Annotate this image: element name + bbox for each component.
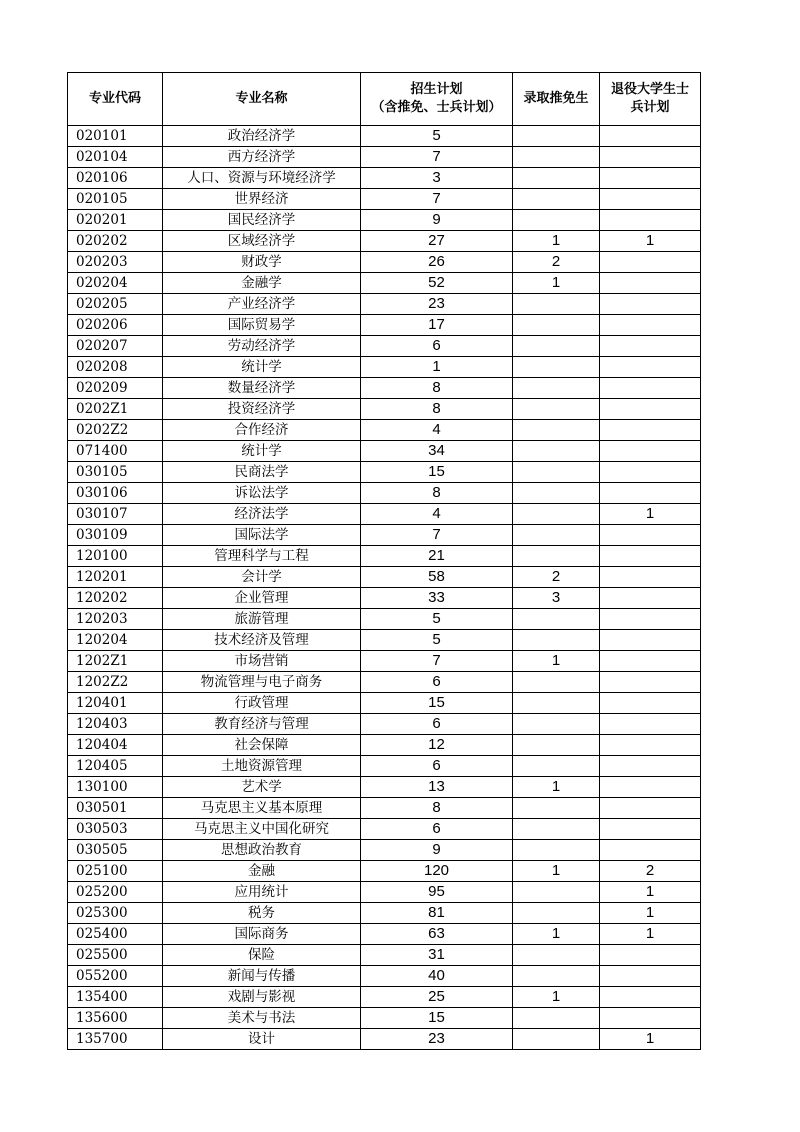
cell-enrollment-plan: 15 xyxy=(361,1008,513,1029)
cell-major-code: 025200 xyxy=(68,882,163,903)
cell-major-code: 030505 xyxy=(68,840,163,861)
cell-major-code: 030109 xyxy=(68,525,163,546)
cell-recommended-admission xyxy=(513,147,600,168)
cell-veteran-plan xyxy=(600,777,701,798)
table-row xyxy=(68,819,701,840)
cell-major-name: 金融学 xyxy=(163,273,361,294)
cell-major-code: 1202Z2 xyxy=(68,672,163,693)
cell-major-name: 世界经济 xyxy=(163,189,361,210)
cell-major-name: 会计学 xyxy=(163,567,361,588)
table-row xyxy=(68,315,701,336)
cell-veteran-plan: 2 xyxy=(600,861,701,882)
cell-major-code: 020208 xyxy=(68,357,163,378)
cell-enrollment-plan: 58 xyxy=(361,567,513,588)
cell-major-code: 120201 xyxy=(68,567,163,588)
cell-major-name: 金融 xyxy=(163,861,361,882)
cell-recommended-admission xyxy=(513,1008,600,1029)
cell-recommended-admission: 1 xyxy=(513,651,600,672)
cell-major-name: 统计学 xyxy=(163,441,361,462)
cell-veteran-plan xyxy=(600,798,701,819)
cell-major-code: 120203 xyxy=(68,609,163,630)
cell-major-code: 030501 xyxy=(68,798,163,819)
cell-veteran-plan xyxy=(600,567,701,588)
cell-major-code: 020206 xyxy=(68,315,163,336)
cell-veteran-plan xyxy=(600,189,701,210)
cell-recommended-admission: 1 xyxy=(513,987,600,1008)
cell-veteran-plan xyxy=(600,273,701,294)
cell-major-code: 030106 xyxy=(68,483,163,504)
cell-veteran-plan xyxy=(600,441,701,462)
cell-veteran-plan xyxy=(600,525,701,546)
cell-veteran-plan xyxy=(600,840,701,861)
cell-major-name: 新闻与传播 xyxy=(163,966,361,987)
cell-enrollment-plan: 15 xyxy=(361,693,513,714)
table-row xyxy=(68,462,701,483)
cell-veteran-plan xyxy=(600,651,701,672)
header-enrollment-plan xyxy=(361,73,513,126)
cell-recommended-admission: 3 xyxy=(513,588,600,609)
cell-recommended-admission xyxy=(513,798,600,819)
cell-enrollment-plan: 9 xyxy=(361,210,513,231)
cell-major-code: 030503 xyxy=(68,819,163,840)
cell-major-name: 国际法学 xyxy=(163,525,361,546)
header-enrollment-plan-line2: （含推免、士兵计划） xyxy=(371,100,502,115)
cell-veteran-plan xyxy=(600,1008,701,1029)
cell-recommended-admission xyxy=(513,714,600,735)
cell-major-name: 政治经济学 xyxy=(163,126,361,147)
table-row xyxy=(68,147,701,168)
cell-major-code: 020209 xyxy=(68,378,163,399)
cell-major-name: 管理科学与工程 xyxy=(163,546,361,567)
cell-major-code: 135400 xyxy=(68,987,163,1008)
cell-major-code: 020105 xyxy=(68,189,163,210)
cell-enrollment-plan: 8 xyxy=(361,378,513,399)
cell-enrollment-plan: 7 xyxy=(361,147,513,168)
cell-recommended-admission xyxy=(513,504,600,525)
cell-recommended-admission xyxy=(513,735,600,756)
cell-veteran-plan xyxy=(600,126,701,147)
cell-enrollment-plan: 23 xyxy=(361,294,513,315)
cell-enrollment-plan: 25 xyxy=(361,987,513,1008)
cell-major-code: 020101 xyxy=(68,126,163,147)
cell-veteran-plan xyxy=(600,672,701,693)
cell-major-code: 120401 xyxy=(68,693,163,714)
cell-veteran-plan xyxy=(600,420,701,441)
table-row xyxy=(68,441,701,462)
cell-veteran-plan: 1 xyxy=(600,903,701,924)
cell-veteran-plan xyxy=(600,315,701,336)
cell-enrollment-plan: 7 xyxy=(361,189,513,210)
cell-major-name: 合作经济 xyxy=(163,420,361,441)
cell-enrollment-plan: 21 xyxy=(361,546,513,567)
cell-enrollment-plan: 1 xyxy=(361,357,513,378)
cell-veteran-plan xyxy=(600,252,701,273)
cell-enrollment-plan: 40 xyxy=(361,966,513,987)
cell-major-name: 企业管理 xyxy=(163,588,361,609)
table-row xyxy=(68,294,701,315)
cell-major-name: 财政学 xyxy=(163,252,361,273)
cell-major-code: 025100 xyxy=(68,861,163,882)
cell-major-code: 130100 xyxy=(68,777,163,798)
cell-major-name: 西方经济学 xyxy=(163,147,361,168)
table-row xyxy=(68,399,701,420)
cell-recommended-admission: 1 xyxy=(513,924,600,945)
cell-enrollment-plan: 34 xyxy=(361,441,513,462)
cell-major-code: 020106 xyxy=(68,168,163,189)
cell-major-code: 020205 xyxy=(68,294,163,315)
cell-enrollment-plan: 4 xyxy=(361,504,513,525)
table-row xyxy=(68,273,701,294)
cell-veteran-plan: 1 xyxy=(600,231,701,252)
cell-veteran-plan xyxy=(600,819,701,840)
cell-major-name: 国际贸易学 xyxy=(163,315,361,336)
cell-veteran-plan xyxy=(600,168,701,189)
cell-enrollment-plan: 5 xyxy=(361,609,513,630)
cell-recommended-admission xyxy=(513,462,600,483)
cell-recommended-admission xyxy=(513,1029,600,1050)
header-veteran-plan-line1: 退役大学生士 xyxy=(610,82,689,97)
table-row xyxy=(68,882,701,903)
header-veteran-plan-line2: 兵计划 xyxy=(630,100,670,115)
table-row xyxy=(68,798,701,819)
cell-enrollment-plan: 7 xyxy=(361,525,513,546)
cell-veteran-plan xyxy=(600,483,701,504)
header-enrollment-plan-line1: 招生计划 xyxy=(410,82,463,97)
cell-enrollment-plan: 23 xyxy=(361,1029,513,1050)
table-row xyxy=(68,609,701,630)
cell-major-code: 135600 xyxy=(68,1008,163,1029)
table-row xyxy=(68,924,701,945)
cell-enrollment-plan: 81 xyxy=(361,903,513,924)
cell-major-name: 国际商务 xyxy=(163,924,361,945)
cell-major-code: 135700 xyxy=(68,1029,163,1050)
cell-major-name: 艺术学 xyxy=(163,777,361,798)
table-row xyxy=(68,651,701,672)
cell-major-name: 技术经济及管理 xyxy=(163,630,361,651)
cell-veteran-plan xyxy=(600,399,701,420)
cell-enrollment-plan: 5 xyxy=(361,630,513,651)
cell-major-code: 1202Z1 xyxy=(68,651,163,672)
cell-recommended-admission xyxy=(513,546,600,567)
table-row xyxy=(68,420,701,441)
cell-recommended-admission xyxy=(513,819,600,840)
cell-recommended-admission xyxy=(513,672,600,693)
cell-major-name: 投资经济学 xyxy=(163,399,361,420)
table-row xyxy=(68,630,701,651)
table-row xyxy=(68,1029,701,1050)
table-row xyxy=(68,525,701,546)
cell-recommended-admission xyxy=(513,756,600,777)
cell-recommended-admission xyxy=(513,630,600,651)
table-row xyxy=(68,189,701,210)
cell-major-name: 税务 xyxy=(163,903,361,924)
header-row xyxy=(68,73,701,126)
table-row xyxy=(68,210,701,231)
table-row xyxy=(68,840,701,861)
cell-veteran-plan: 1 xyxy=(600,1029,701,1050)
cell-enrollment-plan: 3 xyxy=(361,168,513,189)
cell-veteran-plan xyxy=(600,546,701,567)
table-row xyxy=(68,546,701,567)
cell-recommended-admission xyxy=(513,315,600,336)
table-row xyxy=(68,693,701,714)
cell-major-code: 120403 xyxy=(68,714,163,735)
cell-major-name: 经济法学 xyxy=(163,504,361,525)
cell-major-name: 应用统计 xyxy=(163,882,361,903)
table-row xyxy=(68,483,701,504)
cell-enrollment-plan: 5 xyxy=(361,126,513,147)
cell-recommended-admission xyxy=(513,945,600,966)
cell-recommended-admission: 2 xyxy=(513,252,600,273)
cell-major-name: 教育经济与管理 xyxy=(163,714,361,735)
cell-major-name: 数量经济学 xyxy=(163,378,361,399)
cell-major-code: 055200 xyxy=(68,966,163,987)
cell-enrollment-plan: 9 xyxy=(361,840,513,861)
cell-enrollment-plan: 8 xyxy=(361,483,513,504)
cell-enrollment-plan: 27 xyxy=(361,231,513,252)
cell-veteran-plan xyxy=(600,357,701,378)
table-row xyxy=(68,945,701,966)
table-row xyxy=(68,714,701,735)
cell-veteran-plan xyxy=(600,987,701,1008)
cell-enrollment-plan: 6 xyxy=(361,672,513,693)
cell-major-code: 120405 xyxy=(68,756,163,777)
cell-enrollment-plan: 7 xyxy=(361,651,513,672)
cell-major-code: 0202Z1 xyxy=(68,399,163,420)
cell-enrollment-plan: 6 xyxy=(361,714,513,735)
cell-recommended-admission xyxy=(513,483,600,504)
cell-major-name: 土地资源管理 xyxy=(163,756,361,777)
cell-major-code: 020104 xyxy=(68,147,163,168)
cell-major-name: 区域经济学 xyxy=(163,231,361,252)
cell-recommended-admission xyxy=(513,441,600,462)
cell-major-name: 思想政治教育 xyxy=(163,840,361,861)
table-row xyxy=(68,861,701,882)
cell-major-code: 025500 xyxy=(68,945,163,966)
table-row xyxy=(68,588,701,609)
cell-major-name: 戏剧与影视 xyxy=(163,987,361,1008)
cell-enrollment-plan: 33 xyxy=(361,588,513,609)
cell-major-code: 020201 xyxy=(68,210,163,231)
cell-recommended-admission xyxy=(513,966,600,987)
table-row xyxy=(68,672,701,693)
cell-recommended-admission xyxy=(513,420,600,441)
cell-major-code: 020204 xyxy=(68,273,163,294)
cell-enrollment-plan: 8 xyxy=(361,399,513,420)
cell-major-name: 马克思主义中国化研究 xyxy=(163,819,361,840)
cell-recommended-admission xyxy=(513,294,600,315)
cell-major-name: 市场营销 xyxy=(163,651,361,672)
cell-veteran-plan xyxy=(600,714,701,735)
cell-major-name: 民商法学 xyxy=(163,462,361,483)
table-row xyxy=(68,504,701,525)
cell-recommended-admission: 1 xyxy=(513,777,600,798)
cell-enrollment-plan: 12 xyxy=(361,735,513,756)
cell-veteran-plan xyxy=(600,462,701,483)
header-recommended-admission: 录取推免生 xyxy=(513,73,600,126)
cell-recommended-admission: 1 xyxy=(513,273,600,294)
cell-recommended-admission xyxy=(513,126,600,147)
cell-veteran-plan xyxy=(600,693,701,714)
cell-veteran-plan xyxy=(600,336,701,357)
cell-recommended-admission xyxy=(513,609,600,630)
table-row xyxy=(68,777,701,798)
cell-major-code: 020207 xyxy=(68,336,163,357)
table-row xyxy=(68,1008,701,1029)
cell-recommended-admission: 2 xyxy=(513,567,600,588)
cell-recommended-admission xyxy=(513,189,600,210)
cell-enrollment-plan: 6 xyxy=(361,336,513,357)
cell-veteran-plan xyxy=(600,756,701,777)
cell-enrollment-plan: 17 xyxy=(361,315,513,336)
table-row xyxy=(68,168,701,189)
cell-major-code: 120202 xyxy=(68,588,163,609)
cell-enrollment-plan: 6 xyxy=(361,819,513,840)
cell-major-code: 020202 xyxy=(68,231,163,252)
cell-major-code: 025300 xyxy=(68,903,163,924)
header-major-code: 专业代码 xyxy=(68,73,163,126)
table-row xyxy=(68,987,701,1008)
cell-recommended-admission xyxy=(513,525,600,546)
cell-veteran-plan xyxy=(600,147,701,168)
cell-recommended-admission xyxy=(513,168,600,189)
cell-major-code: 120404 xyxy=(68,735,163,756)
cell-veteran-plan xyxy=(600,588,701,609)
cell-major-name: 美术与书法 xyxy=(163,1008,361,1029)
cell-enrollment-plan: 26 xyxy=(361,252,513,273)
cell-recommended-admission: 1 xyxy=(513,231,600,252)
cell-recommended-admission xyxy=(513,378,600,399)
cell-major-code: 0202Z2 xyxy=(68,420,163,441)
enrollment-plan-table xyxy=(67,72,701,1050)
cell-enrollment-plan: 8 xyxy=(361,798,513,819)
cell-veteran-plan xyxy=(600,966,701,987)
cell-major-code: 120204 xyxy=(68,630,163,651)
table-row xyxy=(68,903,701,924)
table-body xyxy=(68,126,701,1050)
cell-veteran-plan xyxy=(600,945,701,966)
cell-recommended-admission xyxy=(513,882,600,903)
table-row xyxy=(68,378,701,399)
header-major-name: 专业名称 xyxy=(163,73,361,126)
cell-enrollment-plan: 52 xyxy=(361,273,513,294)
cell-enrollment-plan: 31 xyxy=(361,945,513,966)
table-row xyxy=(68,756,701,777)
cell-major-name: 社会保障 xyxy=(163,735,361,756)
cell-major-code: 120100 xyxy=(68,546,163,567)
cell-enrollment-plan: 15 xyxy=(361,462,513,483)
cell-major-name: 物流管理与电子商务 xyxy=(163,672,361,693)
cell-major-name: 保险 xyxy=(163,945,361,966)
table-row xyxy=(68,735,701,756)
cell-major-name: 行政管理 xyxy=(163,693,361,714)
cell-enrollment-plan: 13 xyxy=(361,777,513,798)
header-veteran-plan xyxy=(600,73,701,126)
table-header xyxy=(68,73,701,126)
cell-veteran-plan xyxy=(600,294,701,315)
table-row xyxy=(68,567,701,588)
cell-veteran-plan: 1 xyxy=(600,504,701,525)
cell-enrollment-plan: 6 xyxy=(361,756,513,777)
cell-veteran-plan xyxy=(600,630,701,651)
cell-major-name: 劳动经济学 xyxy=(163,336,361,357)
table-row xyxy=(68,126,701,147)
cell-major-name: 产业经济学 xyxy=(163,294,361,315)
cell-major-code: 071400 xyxy=(68,441,163,462)
cell-veteran-plan: 1 xyxy=(600,924,701,945)
cell-recommended-admission xyxy=(513,336,600,357)
cell-major-code: 030107 xyxy=(68,504,163,525)
table-row xyxy=(68,357,701,378)
cell-major-name: 旅游管理 xyxy=(163,609,361,630)
cell-enrollment-plan: 63 xyxy=(361,924,513,945)
cell-veteran-plan: 1 xyxy=(600,882,701,903)
cell-major-code: 030105 xyxy=(68,462,163,483)
table-row xyxy=(68,252,701,273)
cell-major-name: 马克思主义基本原理 xyxy=(163,798,361,819)
cell-recommended-admission xyxy=(513,399,600,420)
cell-major-name: 统计学 xyxy=(163,357,361,378)
table-row xyxy=(68,336,701,357)
cell-major-name: 人口、资源与环境经济学 xyxy=(163,168,361,189)
cell-veteran-plan xyxy=(600,735,701,756)
cell-enrollment-plan: 120 xyxy=(361,861,513,882)
cell-veteran-plan xyxy=(600,378,701,399)
cell-major-name: 设计 xyxy=(163,1029,361,1050)
cell-veteran-plan xyxy=(600,609,701,630)
cell-veteran-plan xyxy=(600,210,701,231)
cell-major-name: 国民经济学 xyxy=(163,210,361,231)
cell-recommended-admission xyxy=(513,840,600,861)
cell-major-code: 025400 xyxy=(68,924,163,945)
cell-recommended-admission: 1 xyxy=(513,861,600,882)
cell-major-name: 诉讼法学 xyxy=(163,483,361,504)
cell-enrollment-plan: 95 xyxy=(361,882,513,903)
cell-major-code: 020203 xyxy=(68,252,163,273)
cell-enrollment-plan: 4 xyxy=(361,420,513,441)
cell-recommended-admission xyxy=(513,693,600,714)
table-row xyxy=(68,966,701,987)
cell-recommended-admission xyxy=(513,903,600,924)
table-row xyxy=(68,231,701,252)
cell-recommended-admission xyxy=(513,210,600,231)
cell-recommended-admission xyxy=(513,357,600,378)
